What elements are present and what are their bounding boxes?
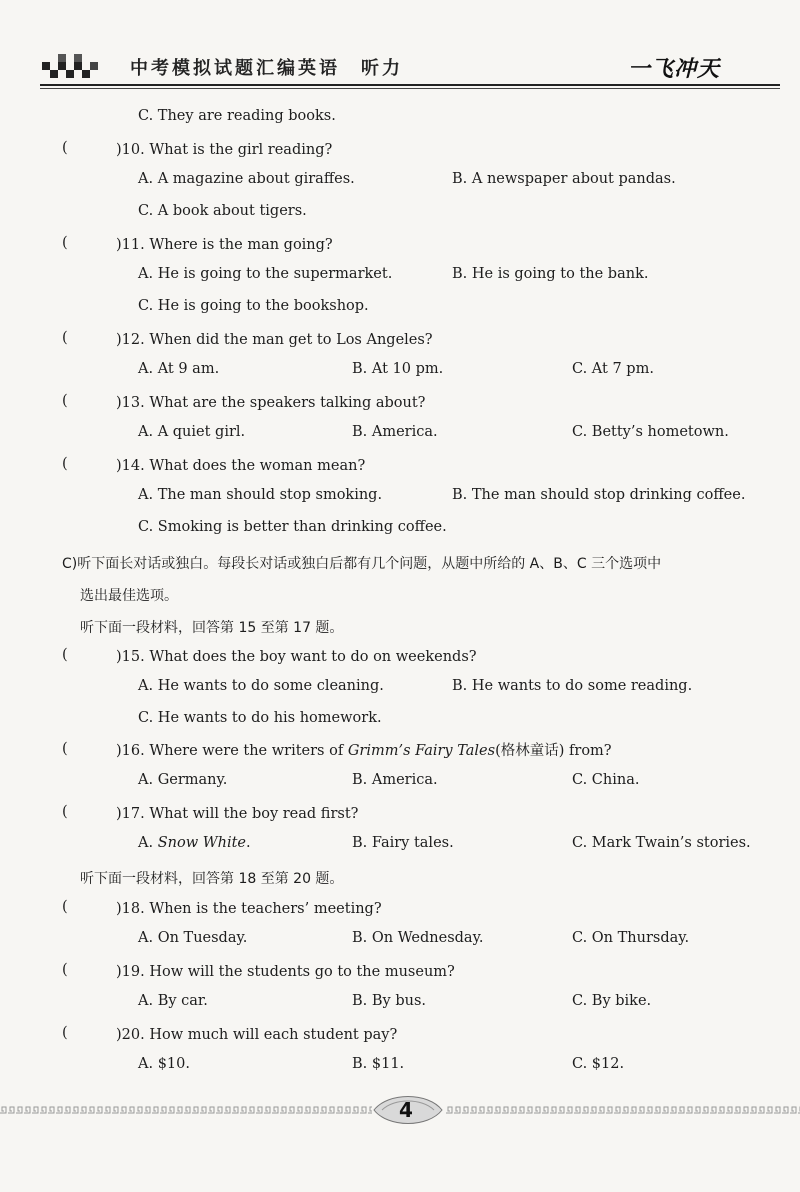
checker-logo-icon [42,52,112,82]
q12-option-c: C. At 7 pm. [572,361,654,377]
q10-option-a: A. A magazine about giraffes. [138,171,355,187]
q15-option-c: C. He wants to do his homework. [138,710,382,726]
question-16 [116,741,612,761]
q10-option-b: B. A newspaper about pandas. [452,171,676,187]
header-rule-thin [40,88,780,89]
answer-blank: ( [62,456,68,472]
q14-option-c: C. Smoking is better than drinking coffee. [138,519,447,535]
header-rule [40,84,780,86]
answer-blank: ( [62,330,68,346]
passage-1-instruction: 听下面一段材料，回答第 15 至第 17 题。 [80,620,344,636]
q12-option-a: A. At 9 am. [138,361,220,377]
answer-blank: ( [62,1025,68,1041]
q14-option-b: B. The man should stop drinking coffee. [452,487,746,503]
q18-option-a: A. On Tuesday. [138,930,248,946]
section-c-instruction: C)听下面长对话或独白。每段长对话或独白后都有几个问题，从题中所给的 A、B、C 三个选项中 [62,556,662,572]
q13-option-b: B. America. [352,424,438,440]
question-16-text-end: (格林童话) from? [495,743,612,759]
question-19: )19. How will the students go to the museum? [116,964,455,980]
q19-option-c: C. By bike. [572,993,652,1009]
q9-option-c: C. They are reading books. [138,108,336,124]
footer-ornament-right [446,1106,800,1114]
answer-blank: ( [62,741,68,757]
question-13: )13. What are the speakers talking about? [116,395,426,411]
answer-blank: ( [62,393,68,409]
q11-option-a: A. He is going to the supermarket. [138,266,393,282]
q16-option-c: C. China. [572,772,640,788]
q19-option-a: A. By car. [138,993,208,1009]
page-number: 4 [399,1098,413,1122]
q11-option-c: C. He is going to the bookshop. [138,298,369,314]
question-10: )10. What is the girl reading? [116,142,333,158]
q17-option-a-letter: A. [138,835,158,851]
q13-option-c: C. Betty’s hometown. [572,424,729,440]
q16-option-a: A. Germany. [138,772,228,788]
question-18: )18. When is the teachers’ meeting? [116,901,382,917]
header-brand: 一飞冲天 [628,57,721,82]
book-title: Grimm’s Fairy Tales [347,743,496,759]
q10-option-c: C. A book about tigers. [138,203,307,219]
answer-blank: ( [62,899,68,915]
question-15: )15. What does the boy want to do on weekends? [116,649,477,665]
q14-option-a: A. The man should stop smoking. [138,487,383,503]
q18-option-b: B. On Wednesday. [352,930,484,946]
q20-option-c: C. $12. [572,1056,625,1072]
q11-option-b: B. He is going to the bank. [452,266,649,282]
section-c-instruction-cont: 选出最佳选项。 [80,588,178,604]
question-16-text: )16. Where were the writers of [116,743,348,759]
q20-option-a: A. $10. [138,1056,190,1072]
q13-option-a: A. A quiet girl. [138,424,246,440]
q17-option-b: B. Fairy tales. [352,835,454,851]
question-20: )20. How much will each student pay? [116,1027,398,1043]
q15-option-b: B. He wants to do some reading. [452,678,693,694]
book-title: Snow White [157,835,247,851]
q17-option-a-period: . [246,835,251,851]
page-header [0,0,800,100]
passage-2-instruction: 听下面一段材料，回答第 18 至第 20 题。 [80,871,344,887]
answer-blank: ( [62,647,68,663]
q18-option-c: C. On Thursday. [572,930,690,946]
q20-option-b: B. $11. [352,1056,405,1072]
answer-blank: ( [62,962,68,978]
q16-option-b: B. America. [352,772,438,788]
q17-option-c: C. Mark Twain’s stories. [572,835,751,851]
answer-blank: ( [62,140,68,156]
q19-option-b: B. By bus. [352,993,427,1009]
question-14: )14. What does the woman mean? [116,458,366,474]
q12-option-b: B. At 10 pm. [352,361,444,377]
footer-ornament-left [0,1106,372,1114]
header-title: 中考模拟试题汇编英语 听力 [130,58,403,79]
q15-option-a: A. He wants to do some cleaning. [138,678,384,694]
page-footer [0,1090,800,1130]
answer-blank: ( [62,235,68,251]
question-11: )11. Where is the man going? [116,237,333,253]
q17-option-a [138,835,251,851]
question-12: )12. When did the man get to Los Angeles? [116,332,433,348]
answer-blank: ( [62,804,68,820]
question-17: )17. What will the boy read first? [116,806,359,822]
